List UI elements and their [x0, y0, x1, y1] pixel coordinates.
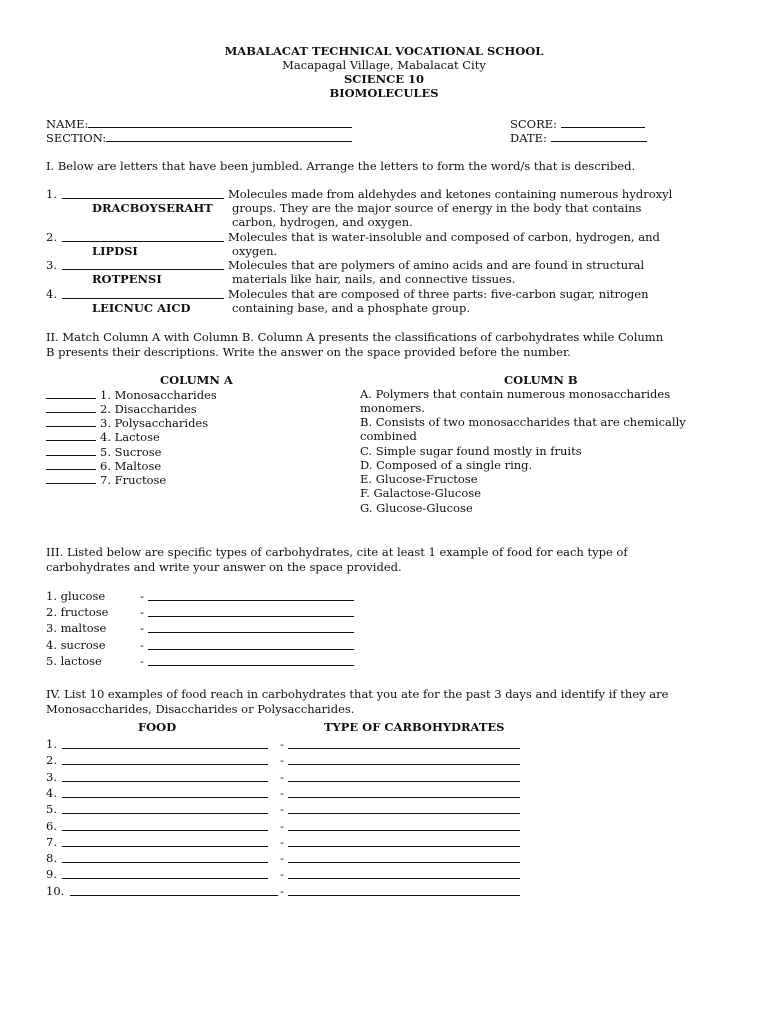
part3-item: 3. maltose — [46, 621, 107, 635]
dash: - — [280, 835, 284, 849]
column-a-item[interactable]: 3. Polysaccharides — [46, 415, 208, 430]
dash: - — [280, 819, 284, 833]
part4-instruction: IV. List 10 examples of food reach in carbohydrates that you ate for the past 3 days and identify if they are — [46, 687, 669, 701]
name-label: NAME: — [46, 117, 89, 131]
column-b-item: F. Galactose-Glucose — [360, 486, 481, 500]
food-header: FOOD — [138, 720, 177, 734]
score-line — [561, 116, 645, 128]
food-input-line[interactable] — [62, 781, 268, 782]
part1-item-desc: Molecules made from aldehydes and ketones containing numerous hydroxyl — [228, 187, 673, 201]
part1-instruction: I. Below are letters that have been jumbled. Arrange the letters to form the word/s that is described. — [46, 159, 636, 173]
column-a-title: COLUMN A — [160, 373, 233, 387]
answer-line[interactable] — [148, 600, 354, 601]
name-field[interactable] — [46, 116, 352, 131]
answer-line[interactable] — [62, 298, 224, 299]
food-row-number: 9. — [46, 867, 57, 881]
food-input-line[interactable] — [62, 830, 268, 831]
part3-instruction: III. Listed below are specific types of carbohydrates, cite at least 1 example of food for each type of — [46, 545, 628, 559]
column-b-item: D. Composed of a single ring. — [360, 458, 533, 472]
part3-item: 1. glucose — [46, 589, 106, 603]
food-row-number: 10. — [46, 884, 65, 898]
section-line — [106, 130, 352, 142]
part1-item-desc: groups. They are the major source of energy in the body that contains — [232, 201, 642, 215]
part1-item-desc: materials like hair, nails, and connective tissues. — [232, 272, 516, 286]
part2-instruction: B presents their descriptions. Write the answer on the space provided before the number. — [46, 345, 571, 359]
column-b-item: B. Consists of two monosaccharides that are chemically — [360, 415, 686, 429]
subject-title: SCIENCE 10 — [343, 72, 425, 86]
carbohydrate-type-line[interactable] — [288, 813, 520, 814]
food-row-number: 6. — [46, 819, 57, 833]
column-b-item: combined — [360, 429, 417, 443]
column-b-item: G. Glucose-Glucose — [360, 501, 473, 515]
carbohydrate-type-line[interactable] — [288, 862, 520, 863]
column-b-title: COLUMN B — [504, 373, 578, 387]
type-header: TYPE OF CARBOHYDRATES — [324, 720, 505, 734]
jumbled-word: LEICNUC AICD — [92, 301, 191, 315]
match-blank[interactable] — [46, 401, 96, 413]
dash: - — [280, 786, 284, 800]
food-input-line[interactable] — [62, 862, 268, 863]
date-label: DATE: — [510, 131, 547, 145]
match-blank[interactable] — [46, 429, 96, 441]
part1-item-desc: Molecules that is water-insoluble and composed of carbon, hydrogen, and — [228, 230, 660, 244]
food-row-number: 4. — [46, 786, 57, 800]
jumbled-word: LIPDSI — [92, 244, 138, 258]
carbohydrate-type-line[interactable] — [288, 846, 520, 847]
dash: - — [140, 638, 144, 652]
school-name: MABALACAT TECHNICAL VOCATIONAL SCHOOL — [224, 44, 544, 58]
match-blank[interactable] — [46, 458, 96, 470]
carbohydrate-type-line[interactable] — [288, 830, 520, 831]
food-input-line[interactable] — [70, 895, 278, 896]
answer-line[interactable] — [148, 616, 354, 617]
food-input-line[interactable] — [62, 748, 268, 749]
food-row-number: 1. — [46, 737, 57, 751]
dash: - — [280, 770, 284, 784]
part1-item-desc: oxygen. — [232, 244, 278, 258]
part3-item: 2. fructose — [46, 605, 109, 619]
part1-item-number: 1. — [46, 187, 57, 201]
food-input-line[interactable] — [62, 764, 268, 765]
part1-item-number: 2. — [46, 230, 57, 244]
part1-item-desc: Molecules that are composed of three parts: five-carbon sugar, nitrogen — [228, 287, 649, 301]
part3-instruction: carbohydrates and write your answer on the space provided. — [46, 560, 402, 574]
carbohydrate-type-line[interactable] — [288, 781, 520, 782]
dash: - — [140, 654, 144, 668]
column-a-item[interactable]: 7. Fructose — [46, 472, 166, 487]
part4-instruction: Monosaccharides, Disaccharides or Polysaccharides. — [46, 702, 355, 716]
column-a-item[interactable]: 2. Disaccharides — [46, 401, 197, 416]
column-a-item[interactable]: 6. Maltose — [46, 458, 161, 473]
carbohydrate-type-line[interactable] — [288, 895, 520, 896]
dash: - — [280, 802, 284, 816]
date-field[interactable] — [510, 130, 647, 145]
food-row-number: 2. — [46, 753, 57, 767]
column-a-item[interactable]: 1. Monosaccharides — [46, 387, 217, 402]
carbohydrate-type-line[interactable] — [288, 764, 520, 765]
food-row-number: 5. — [46, 802, 57, 816]
answer-line[interactable] — [62, 198, 224, 199]
jumbled-word: ROTPENSI — [92, 272, 162, 286]
name-line — [88, 116, 352, 128]
dash: - — [280, 753, 284, 767]
column-b-item: A. Polymers that contain numerous monosaccharides — [360, 387, 671, 401]
food-input-line[interactable] — [62, 797, 268, 798]
part3-item: 4. sucrose — [46, 638, 106, 652]
answer-line[interactable] — [148, 649, 354, 650]
dash: - — [280, 884, 284, 898]
match-blank[interactable] — [46, 415, 96, 427]
carbohydrate-type-line[interactable] — [288, 797, 520, 798]
section-field[interactable] — [46, 130, 352, 145]
answer-line[interactable] — [148, 632, 354, 633]
column-b-item: monomers. — [360, 401, 425, 415]
food-input-line[interactable] — [62, 846, 268, 847]
part2-instruction: II. Match Column A with Column B. Column A presents the classifications of carbohydrates while Column — [46, 330, 664, 344]
column-a-item[interactable]: 4. Lactose — [46, 429, 160, 444]
school-address: Macapagal Village, Mabalacat City — [282, 58, 486, 72]
date-line — [551, 130, 647, 142]
match-blank[interactable] — [46, 472, 96, 484]
dash: - — [280, 737, 284, 751]
topic-title: BIOMOLECULES — [329, 86, 439, 100]
food-row-number: 3. — [46, 770, 57, 784]
part3-item: 5. lactose — [46, 654, 102, 668]
food-input-line[interactable] — [62, 813, 268, 814]
answer-line[interactable] — [148, 665, 354, 666]
answer-line[interactable] — [62, 241, 224, 242]
column-b-item: C. Simple sugar found mostly in fruits — [360, 444, 582, 458]
score-label: SCORE: — [510, 117, 558, 131]
match-blank[interactable] — [46, 387, 96, 399]
dash: - — [140, 589, 144, 603]
part1-item-number: 3. — [46, 258, 57, 272]
dash: - — [140, 605, 144, 619]
carbohydrate-type-line[interactable] — [288, 878, 520, 879]
answer-line[interactable] — [62, 269, 224, 270]
match-blank[interactable] — [46, 444, 96, 456]
part1-item-number: 4. — [46, 287, 57, 301]
part1-item-desc: carbon, hydrogen, and oxygen. — [232, 215, 413, 229]
column-a-item[interactable]: 5. Sucrose — [46, 444, 161, 459]
column-b-item: E. Glucose-Fructose — [360, 472, 478, 486]
part1-item-desc: containing base, and a phosphate group. — [232, 301, 470, 315]
food-input-line[interactable] — [62, 878, 268, 879]
dash: - — [140, 621, 144, 635]
food-row-number: 8. — [46, 851, 57, 865]
dash: - — [280, 851, 284, 865]
score-field[interactable] — [510, 116, 645, 131]
dash: - — [280, 867, 284, 881]
section-label: SECTION: — [46, 131, 107, 145]
carbohydrate-type-line[interactable] — [288, 748, 520, 749]
part1-item-desc: Molecules that are polymers of amino acids and are found in structural — [228, 258, 645, 272]
jumbled-word: DRACBOYSERAHT — [92, 201, 213, 215]
food-row-number: 7. — [46, 835, 57, 849]
